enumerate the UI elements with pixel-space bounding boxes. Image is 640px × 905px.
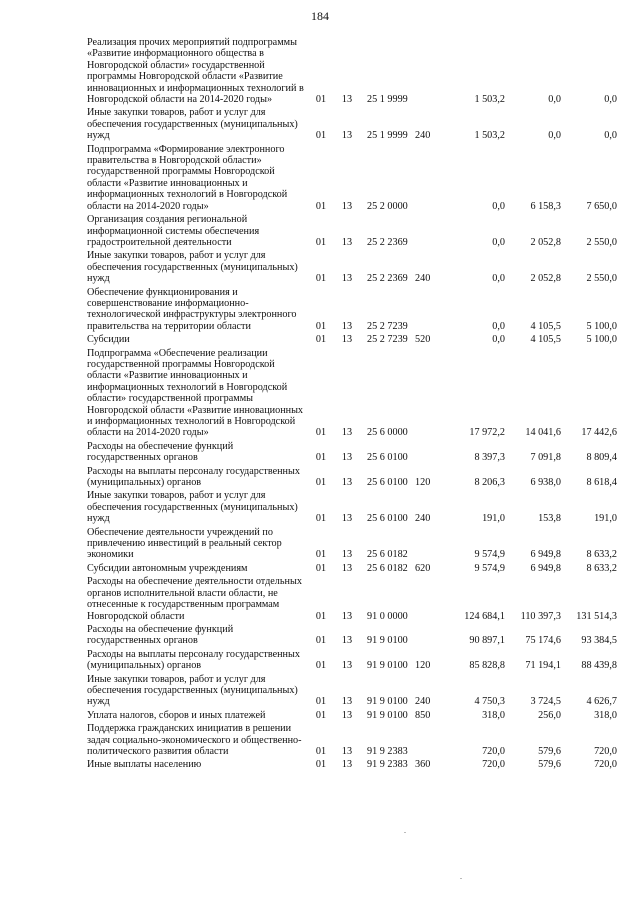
cell-sec: 01	[315, 549, 327, 561]
cell-v2016: 8 618,4	[586, 477, 617, 489]
cell-v2016: 17 442,6	[581, 427, 617, 439]
cell-csr: 25 2 2369	[367, 273, 408, 285]
cell-v2016: 0,0	[604, 94, 617, 106]
cell-v2015: 110 397,3	[520, 610, 561, 622]
cell-name: Иные закупки товаров, работ и услуг для обеспечения государственных (муниципальных) нужд	[87, 673, 298, 708]
cell-v2014: 8 206,3	[474, 477, 505, 489]
table-row	[87, 332, 617, 345]
cell-csr: 91 9 0100	[367, 660, 408, 672]
table-row	[87, 212, 617, 248]
cell-vr	[415, 721, 445, 757]
cell-name: Подпрограмма «Формирование электронного правительства в Новгородской области» государственной программы Новгородской области «Развитие инновационных и информационных технологий в Новгородской области на 2014-2020 годы»	[87, 143, 288, 212]
cell-vr	[415, 37, 445, 105]
cell-v2016: 93 384,5	[581, 635, 617, 647]
cell-v2015: 579,6	[538, 745, 561, 757]
cell-sec: 01	[315, 334, 327, 346]
cell-v2016: 7 650,0	[586, 200, 617, 212]
cell-sub: 13	[341, 427, 353, 439]
cell-v2015: 14 041,6	[525, 427, 561, 439]
cell-v2014: 17 972,2	[469, 427, 505, 439]
cell-name: Реализация прочих мероприятий подпрограммы «Развитие информационного общества в Новгородской области» государственной программы Новгородской области «Развитие инновационных и информационных технологий в Новгородской области на 2014-2020 годы»	[87, 37, 304, 106]
cell-sub: 13	[341, 660, 353, 672]
cell-sec: 01	[315, 759, 327, 771]
cell-vr	[415, 212, 445, 248]
cell-vr: 240	[415, 696, 431, 708]
cell-sub: 13	[341, 549, 353, 561]
cell-csr: 25 6 0100	[367, 513, 408, 525]
cell-v2014: 0,0	[492, 236, 505, 248]
cell-v2016: 5 100,0	[586, 320, 617, 332]
cell-v2015: 7 091,8	[530, 452, 561, 464]
cell-sec: 01	[315, 427, 327, 439]
cell-name: Субсидии	[87, 334, 130, 346]
cell-name: Субсидии автономным учреждениям	[87, 562, 248, 574]
table-row	[87, 488, 617, 524]
cell-vr	[415, 525, 445, 561]
cell-v2014: 720,0	[482, 745, 505, 757]
cell-vr: 120	[415, 660, 431, 672]
cell-sec: 01	[315, 660, 327, 672]
cell-v2014: 85 828,8	[469, 660, 505, 672]
cell-sub: 13	[341, 610, 353, 622]
table-row	[87, 142, 617, 212]
cell-v2014: 191,0	[482, 513, 505, 525]
cell-csr: 25 2 0000	[367, 200, 408, 212]
cell-v2016: 720,0	[594, 759, 617, 771]
cell-vr	[415, 346, 445, 439]
scan-speck	[404, 832, 406, 833]
cell-name: Иные закупки товаров, работ и услуг для обеспечения государственных (муниципальных) нужд	[87, 250, 298, 285]
table-row	[87, 525, 617, 561]
table-row	[87, 574, 617, 622]
cell-sec: 01	[315, 452, 327, 464]
cell-v2014: 1 503,2	[474, 130, 505, 142]
cell-sub: 13	[341, 696, 353, 708]
cell-csr: 91 0 0000	[367, 610, 408, 622]
page-number: 184	[311, 9, 329, 23]
cell-csr: 25 6 0100	[367, 477, 408, 489]
cell-v2015: 6 949,8	[530, 549, 561, 561]
cell-sub: 13	[341, 709, 353, 721]
cell-v2015: 0,0	[548, 94, 561, 106]
cell-v2016: 88 439,8	[581, 660, 617, 672]
cell-csr: 25 6 0100	[367, 452, 408, 464]
cell-v2016: 0,0	[604, 130, 617, 142]
cell-name: Обеспечение функционирования и совершенствование информационно-технологической инфраструктуры электронного правительства на территории области	[87, 286, 297, 332]
cell-name: Иные закупки товаров, работ и услуг для обеспечения государственных (муниципальных) нужд	[87, 490, 298, 525]
cell-sub: 13	[341, 94, 353, 106]
cell-name: Поддержка гражданских инициатив в решении задач социально-экономического и общественно-политического развития области	[87, 723, 302, 757]
cell-csr: 25 6 0182	[367, 549, 408, 561]
table-row	[87, 439, 617, 464]
table-row	[87, 105, 617, 141]
cell-v2016: 318,0	[594, 709, 617, 721]
cell-csr: 25 2 2369	[367, 236, 408, 248]
cell-sec: 01	[315, 320, 327, 332]
cell-sec: 01	[315, 130, 327, 142]
cell-v2016: 8 809,4	[586, 452, 617, 464]
cell-name: Организация создания региональной информационной системы обеспечения градостроительной деятельности	[87, 214, 260, 248]
cell-v2016: 131 514,3	[576, 610, 617, 622]
cell-v2014: 318,0	[482, 709, 505, 721]
cell-v2014: 8 397,3	[474, 452, 505, 464]
cell-name: Расходы на обеспечение деятельности отдельных органов исполнительной власти области, не отнесенные к государственным программам Новгородской области	[87, 576, 302, 622]
cell-v2015: 75 174,6	[525, 635, 561, 647]
cell-v2015: 579,6	[538, 759, 561, 771]
cell-v2015: 3 724,5	[530, 696, 561, 708]
cell-v2014: 9 574,9	[474, 549, 505, 561]
cell-sec: 01	[315, 745, 327, 757]
table-row	[87, 464, 617, 489]
cell-csr: 91 9 2383	[367, 759, 408, 771]
cell-v2015: 6 158,3	[530, 200, 561, 212]
cell-csr: 25 1 9999	[367, 130, 408, 142]
cell-vr	[415, 142, 445, 212]
cell-vr: 520	[415, 334, 431, 346]
budget-table	[87, 37, 617, 771]
cell-v2015: 256,0	[538, 709, 561, 721]
cell-sec: 01	[315, 696, 327, 708]
cell-v2014: 720,0	[482, 759, 505, 771]
cell-name: Обеспечение деятельности учреждений по привлечению инвестиций в реальный сектор экономики	[87, 526, 282, 561]
cell-v2016: 8 633,2	[586, 562, 617, 574]
cell-v2015: 6 949,8	[530, 562, 561, 574]
cell-v2014: 90 897,1	[469, 635, 505, 647]
cell-name: Иные выплаты населению	[87, 759, 202, 771]
cell-vr	[415, 285, 445, 333]
cell-sec: 01	[315, 273, 327, 285]
cell-vr: 850	[415, 709, 431, 721]
table-row	[87, 248, 617, 284]
table-row	[87, 561, 617, 574]
cell-v2015: 2 052,8	[530, 273, 561, 285]
cell-v2015: 6 938,0	[530, 477, 561, 489]
cell-sec: 01	[315, 200, 327, 212]
cell-vr	[415, 574, 445, 622]
cell-sub: 13	[341, 273, 353, 285]
cell-name: Уплата налогов, сборов и иных платежей	[87, 709, 266, 721]
cell-csr: 91 9 2383	[367, 745, 408, 757]
cell-vr: 240	[415, 513, 431, 525]
table-row	[87, 647, 617, 672]
cell-v2015: 71 194,1	[525, 660, 561, 672]
cell-sub: 13	[341, 477, 353, 489]
cell-name: Расходы на выплаты персоналу государственных (муниципальных) органов	[87, 648, 300, 672]
cell-v2014: 0,0	[492, 334, 505, 346]
cell-name: Расходы на обеспечение функций государственных органов	[87, 440, 234, 464]
table-body	[87, 37, 617, 771]
cell-sub: 13	[341, 130, 353, 142]
cell-name: Иные закупки товаров, работ и услуг для обеспечения государственных (муниципальных) нужд	[87, 107, 298, 142]
cell-sec: 01	[315, 562, 327, 574]
cell-v2014: 124 684,1	[464, 610, 505, 622]
cell-sec: 01	[315, 236, 327, 248]
cell-csr: 25 2 7239	[367, 320, 408, 332]
cell-name: Расходы на выплаты персоналу государственных (муниципальных) органов	[87, 465, 300, 489]
cell-vr: 620	[415, 562, 431, 574]
cell-v2016: 191,0	[594, 513, 617, 525]
table-row	[87, 721, 617, 757]
cell-sub: 13	[341, 452, 353, 464]
cell-csr: 91 9 0100	[367, 709, 408, 721]
cell-sec: 01	[315, 513, 327, 525]
cell-sec: 01	[315, 94, 327, 106]
cell-sub: 13	[341, 236, 353, 248]
cell-v2015: 4 105,5	[530, 334, 561, 346]
cell-vr	[415, 622, 445, 647]
cell-sub: 13	[341, 334, 353, 346]
cell-v2015: 0,0	[548, 130, 561, 142]
cell-sec: 01	[315, 610, 327, 622]
cell-sub: 13	[341, 745, 353, 757]
cell-sub: 13	[341, 562, 353, 574]
table-row	[87, 757, 617, 770]
cell-sec: 01	[315, 709, 327, 721]
cell-v2016: 4 626,7	[586, 696, 617, 708]
cell-name: Расходы на обеспечение функций государственных органов	[87, 623, 234, 647]
cell-vr: 240	[415, 273, 431, 285]
cell-csr: 25 2 7239	[367, 334, 408, 346]
table-row	[87, 285, 617, 333]
cell-v2016: 2 550,0	[586, 236, 617, 248]
cell-sec: 01	[315, 635, 327, 647]
cell-csr: 25 6 0000	[367, 427, 408, 439]
cell-vr: 360	[415, 759, 431, 771]
cell-v2016: 2 550,0	[586, 273, 617, 285]
cell-v2014: 4 750,3	[474, 696, 505, 708]
cell-v2014: 9 574,9	[474, 562, 505, 574]
cell-v2014: 0,0	[492, 273, 505, 285]
cell-sub: 13	[341, 635, 353, 647]
table-row	[87, 346, 617, 439]
cell-v2015: 4 105,5	[530, 320, 561, 332]
cell-sec: 01	[315, 477, 327, 489]
cell-csr: 91 9 0100	[367, 696, 408, 708]
cell-v2016: 5 100,0	[586, 334, 617, 346]
cell-sub: 13	[341, 513, 353, 525]
table-row	[87, 622, 617, 647]
cell-csr: 25 1 9999	[367, 94, 408, 106]
cell-v2015: 153,8	[538, 513, 561, 525]
table-row	[87, 37, 617, 105]
cell-v2016: 720,0	[594, 745, 617, 757]
cell-name: Подпрограмма «Обеспечение реализации государственной программы Новгородской области «Развитие инновационных и информационных технологий в Новгородской области» государственной программы Новгородской области «Развитие инновационных и информационных технологий в Новгородской области на 2014-2020 годы»	[87, 347, 304, 439]
cell-csr: 25 6 0182	[367, 562, 408, 574]
cell-vr: 240	[415, 130, 431, 142]
cell-v2014: 0,0	[492, 200, 505, 212]
cell-vr: 120	[415, 477, 431, 489]
cell-csr: 91 9 0100	[367, 635, 408, 647]
cell-sub: 13	[341, 320, 353, 332]
scan-speck	[460, 878, 462, 879]
cell-v2015: 2 052,8	[530, 236, 561, 248]
cell-sub: 13	[341, 200, 353, 212]
cell-sub: 13	[341, 759, 353, 771]
cell-v2014: 1 503,2	[474, 94, 505, 106]
cell-v2014: 0,0	[492, 320, 505, 332]
cell-v2016: 8 633,2	[586, 549, 617, 561]
cell-vr	[415, 439, 445, 464]
table-row	[87, 672, 617, 708]
table-row	[87, 708, 617, 721]
